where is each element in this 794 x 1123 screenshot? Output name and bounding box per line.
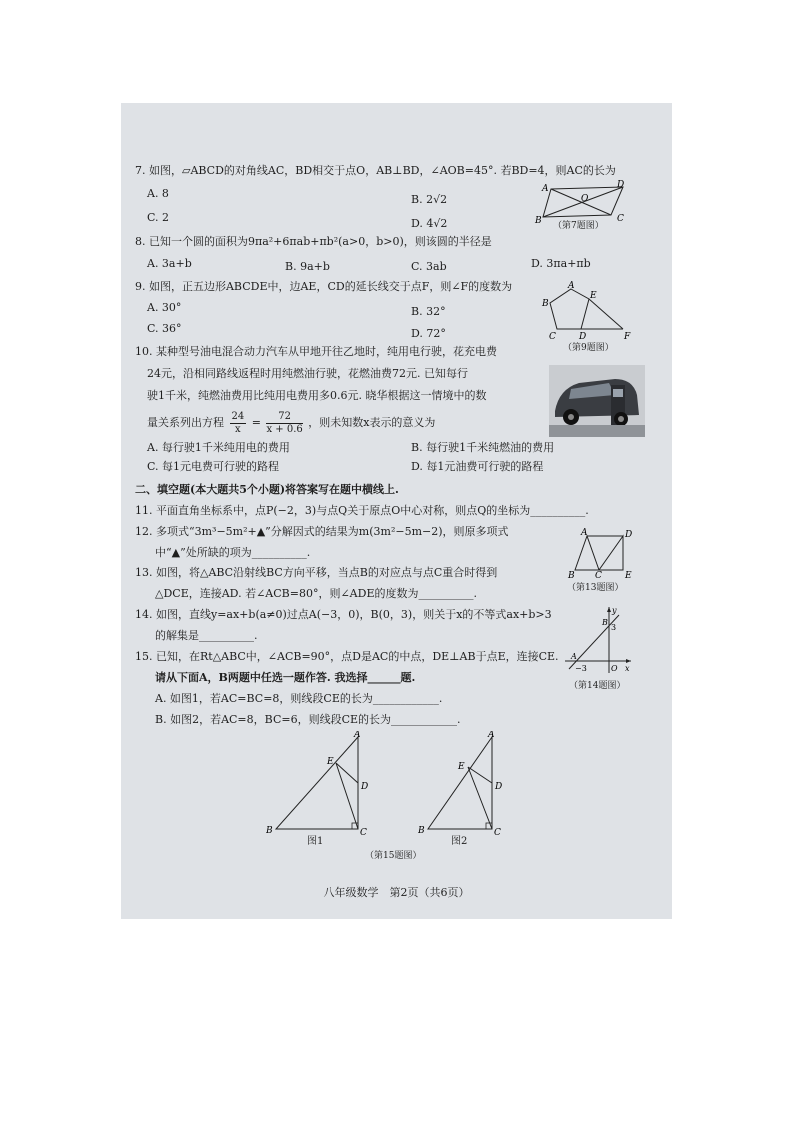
svg-text:B: B [266, 826, 273, 836]
q10-fraction-2-denominator: x + 0.6 [266, 423, 303, 435]
svg-text:y: y [612, 606, 617, 615]
q10-line-3: 驶1千米，纯燃油费用比纯用电费用多0.6元. 晓华根据这一情境中的数 [147, 389, 487, 402]
svg-text:3: 3 [611, 623, 617, 632]
page-footer: 八年级数学 第2页（共6页） [323, 886, 470, 899]
svg-text:D: D [495, 782, 503, 792]
svg-text:B: B [568, 571, 575, 578]
q13-translation-figure [567, 528, 637, 578]
q7-stem: 7. 如图，▱ABCD的对角线AC，BD相交于点O，AB⊥BD，∠AOB=45°. 若BD=4，则AC的长为 [135, 164, 616, 177]
q7-option-d: D. 4√2 [411, 217, 448, 230]
q10-option-d: D. 每1元油费可行驶的路程 [411, 460, 544, 473]
hybrid-car-photo [549, 365, 645, 437]
q15-option-a: A. 如图1，若AC=BC=8，则线段CE的长为____________. [155, 692, 443, 705]
q9-pentagon-figure [541, 281, 636, 341]
q9-stem: 9. 如图，正五边形ABCDE中，边AE，CD的延长线交于点F，则∠F的度数为 [135, 280, 513, 293]
q8-option-d: D. 3πa+πb [531, 257, 591, 270]
q7-option-a: A. 8 [147, 187, 169, 200]
svg-text:E: E [625, 571, 632, 578]
svg-text:C: C [494, 828, 501, 838]
q7-caption: （第7题图） [553, 221, 604, 231]
svg-text:D: D [579, 332, 587, 341]
q10-line-2: 24元，沿相同路线返程时用纯燃油行驶，花燃油费72元. 已知每行 [147, 367, 468, 380]
svg-text:E: E [458, 762, 465, 772]
q7-option-b: B. 2√2 [411, 193, 448, 206]
q13-line-1: 13. 如图，将△ABC沿射线BC方向平移，当点B的对应点与点C重合时得到 [135, 566, 498, 579]
svg-text:D: D [361, 782, 369, 792]
q10-eq-mid: = [251, 416, 261, 429]
q15-figure-2 [418, 731, 508, 841]
q12-line-1: 12. 多项式“3m³−5m²+▲”分解因式的结果为m(3m²−5m−2)，则原多项式 [135, 525, 509, 538]
q11-text: 11. 平面直角坐标系中，点P(−2，3)与点Q关于原点O中心对称，则点Q的坐标为__________. [135, 504, 589, 517]
q8-stem: 8. 已知一个圆的面积为9πa²+6πab+πb²(a>0，b>0)，则该圆的半径是 [135, 235, 492, 248]
svg-text:B: B [535, 216, 542, 226]
q9-option-d: D. 72° [411, 327, 446, 340]
q10-line-1: 10. 某种型号油电混合动力汽车从甲地开往乙地时，纯用电行驶，花充电费 [135, 345, 497, 358]
svg-text:B: B [542, 299, 549, 309]
q15-line-1: 15. 已知，在Rt△ABC中，∠ACB=90°，点D是AC的中点，DE⊥AB于点E，连接CE. [135, 650, 559, 663]
q9-option-c: C. 36° [147, 322, 182, 335]
q9-caption: （第9题图） [563, 343, 614, 353]
svg-text:C: C [549, 332, 556, 341]
svg-text:A: A [581, 528, 588, 538]
q10-fraction-1 [230, 411, 247, 436]
q10-fraction-1-denominator: x [235, 423, 241, 435]
q14-caption: （第14题图） [569, 681, 626, 691]
q15-fig-2-label: 图2 [451, 836, 468, 847]
q10-eq-prefix: 量关系列出方程 [147, 416, 224, 429]
q13-caption: （第13题图） [567, 583, 624, 593]
q15-line-2: 请从下面A，B两题中任选一题作答. 我选择______题. [155, 671, 416, 684]
q10-fraction-2 [266, 411, 302, 436]
svg-text:O: O [611, 664, 618, 673]
exam-page [121, 103, 672, 919]
q10-eq-suffix: ，则未知数x表示的意义为 [308, 416, 436, 429]
q10-option-c: C. 每1元电费可行驶的路程 [147, 460, 280, 473]
svg-text:O: O [581, 194, 589, 204]
q14-line-2: 的解集是__________. [155, 629, 258, 642]
svg-text:E: E [590, 291, 597, 301]
q10-option-b: B. 每行驶1千米纯燃油的费用 [411, 441, 555, 454]
svg-text:C: C [617, 214, 624, 224]
q7-option-c: C. 2 [147, 211, 170, 224]
q10-fraction-2-numerator: 72 [266, 411, 302, 424]
q15-figure-1 [266, 731, 376, 841]
svg-text:A: A [571, 652, 577, 661]
svg-text:−3: −3 [575, 664, 587, 673]
svg-text:E: E [327, 757, 334, 767]
q15-fig-1-label: 图1 [307, 836, 324, 847]
q12-line-2: 中“▲”处所缺的项为__________. [155, 546, 311, 559]
svg-text:D: D [625, 530, 633, 540]
q15-caption: （第15题图） [365, 851, 422, 861]
q13-line-2: △DCE，连接AD. 若∠ACB=80°，则∠ADE的度数为__________. [155, 587, 477, 600]
svg-text:B: B [418, 826, 425, 836]
svg-text:A: A [354, 731, 361, 740]
svg-text:A: A [568, 281, 575, 291]
q8-option-a: A. 3a+b [147, 257, 192, 270]
q8-option-b: B. 9a+b [285, 260, 330, 273]
q9-option-a: A. 30° [147, 301, 182, 314]
q15-option-b: B. 如图2，若AC=8，BC=6，则线段CE的长为____________. [155, 713, 461, 726]
q8-option-c: C. 3ab [411, 260, 447, 273]
q9-option-b: B. 32° [411, 305, 446, 318]
q14-line-graph-figure [563, 605, 633, 675]
section-2-heading: 二、填空题(本大题共5个小题)将答案写在题中横线上. [135, 483, 399, 496]
svg-text:B: B [602, 618, 608, 627]
svg-text:C: C [360, 828, 367, 838]
q10-fraction-1-numerator: 24 [231, 410, 245, 422]
q10-equation-line [147, 407, 435, 439]
svg-text:C: C [595, 571, 602, 578]
svg-text:D: D [617, 180, 625, 190]
q10-option-a: A. 每行驶1千米纯用电的费用 [147, 441, 290, 454]
svg-text:A: A [488, 731, 495, 740]
svg-text:x: x [625, 664, 630, 673]
svg-text:A: A [542, 184, 549, 194]
q14-line-1: 14. 如图，直线y=ax+b(a≠0)过点A(−3，0)，B(0，3)，则关于x的不等式ax+b>3 [135, 608, 552, 621]
svg-text:F: F [624, 332, 631, 341]
